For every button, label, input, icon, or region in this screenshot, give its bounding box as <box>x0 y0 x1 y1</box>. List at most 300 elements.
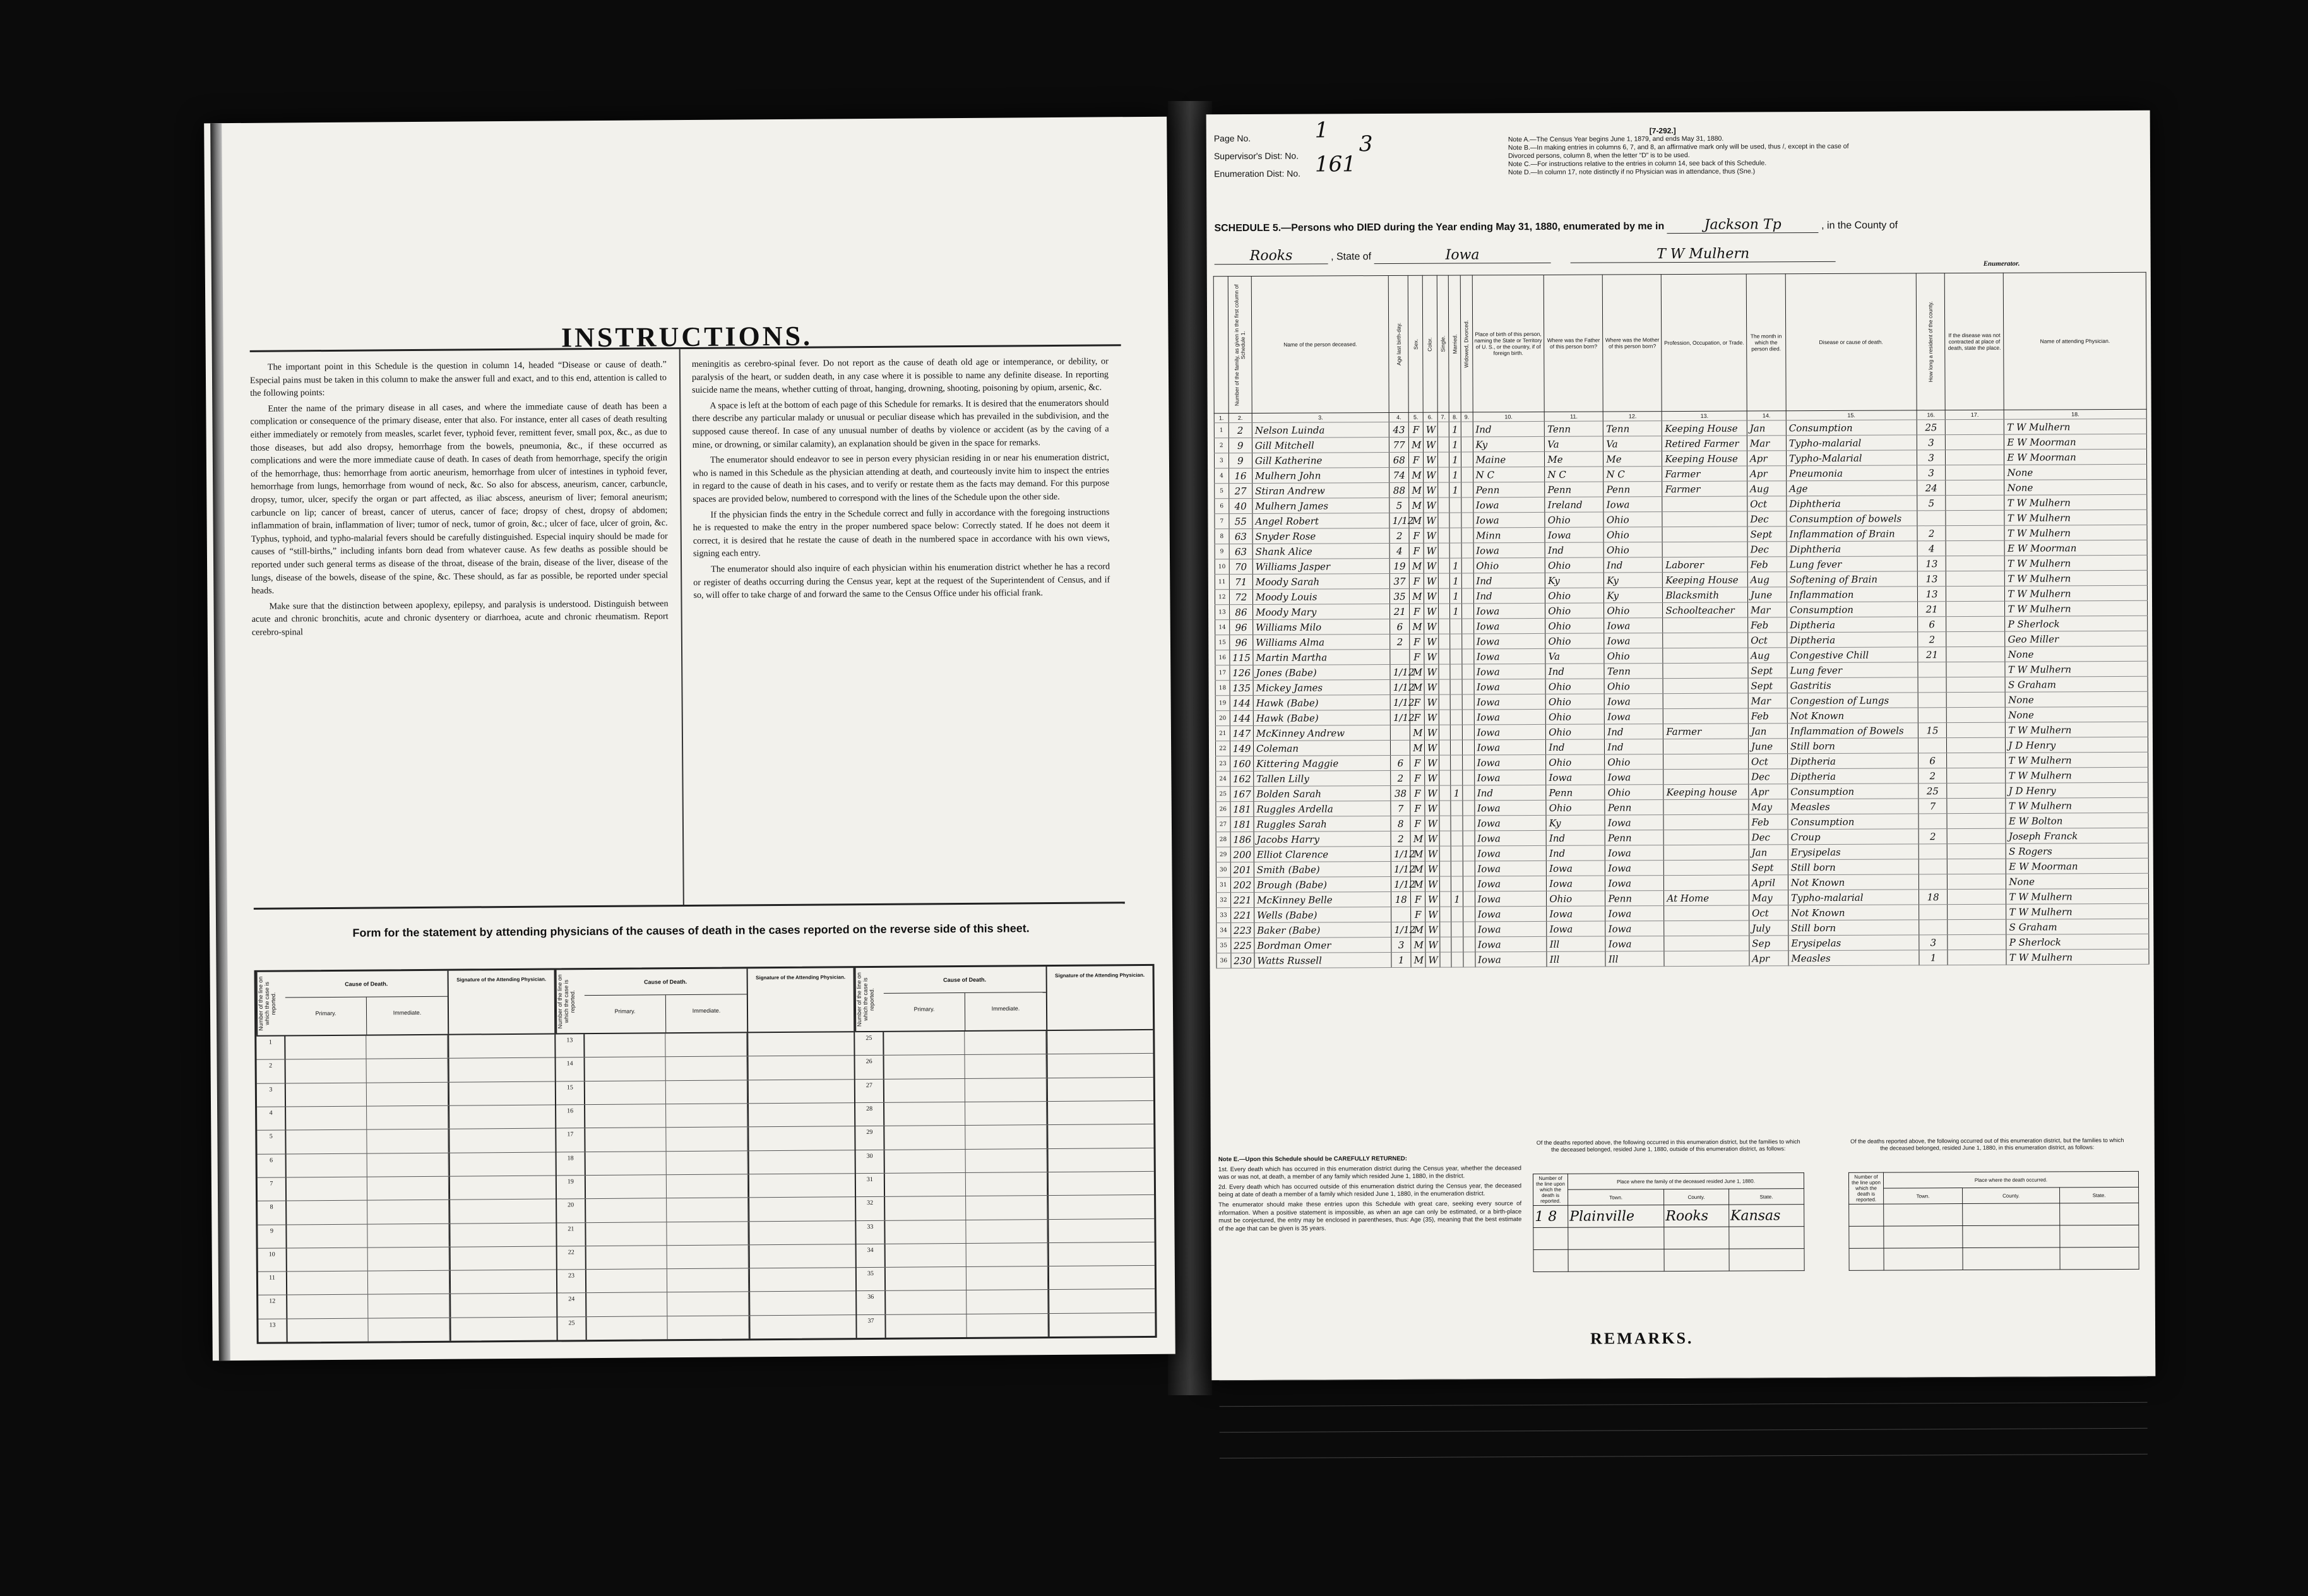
form-primary-cell[interactable] <box>586 1269 668 1292</box>
form-signature-cell[interactable] <box>1048 1101 1153 1124</box>
cell-place <box>1946 510 2004 525</box>
cell-occupation <box>1662 527 1747 542</box>
form-primary-cell[interactable] <box>885 1150 967 1173</box>
form-signature-cell[interactable] <box>451 1317 556 1340</box>
cell-mother: Ind <box>1604 557 1663 573</box>
form-primary-cell[interactable] <box>586 1293 668 1316</box>
form-signature-cell[interactable] <box>749 1080 854 1103</box>
form-primary-cell[interactable] <box>287 1177 368 1200</box>
form-signature-cell[interactable] <box>1049 1172 1154 1195</box>
header-notes <box>1508 134 1862 177</box>
cell-mother: Iowa <box>1605 936 1664 951</box>
form-signature-cell[interactable] <box>449 1035 554 1058</box>
cell-father: Ill <box>1547 936 1605 951</box>
form-primary-cell[interactable] <box>286 1107 367 1130</box>
cell-family: 9 <box>1228 438 1252 453</box>
cell-occupation <box>1663 739 1749 754</box>
note-d: Note D.—In column 17, note distinctly if no Physician was in attendance, thus (Sne.) <box>1508 167 1756 177</box>
cell-mother: Ind <box>1605 724 1663 739</box>
cell-sex: M <box>1409 497 1424 513</box>
county-value: Rooks <box>1215 247 1328 265</box>
form-primary-cell[interactable] <box>586 1246 668 1269</box>
cell-occupation: Farmer <box>1662 466 1747 482</box>
cell-color: W <box>1424 710 1439 725</box>
physician-form-row <box>857 1313 1155 1338</box>
form-signature-cell[interactable] <box>1048 1124 1153 1148</box>
form-signature-cell[interactable] <box>1049 1266 1155 1289</box>
form-immediate-cell[interactable] <box>367 1129 449 1153</box>
cell-place <box>1946 571 2005 586</box>
cell-place <box>1948 904 2006 919</box>
cell-physician: J D Henry <box>2006 737 2148 753</box>
physician-form-row <box>557 1150 855 1176</box>
form-immediate-cell[interactable] <box>667 1128 748 1151</box>
cell-years <box>1917 511 1946 526</box>
form-immediate-cell[interactable] <box>966 1172 1047 1196</box>
cell-father: Ohio <box>1546 800 1605 815</box>
cell-married <box>1451 710 1463 725</box>
form-signature-cell[interactable] <box>749 1126 854 1150</box>
cell-color: W <box>1424 694 1439 710</box>
form-cause-cells <box>286 1106 449 1130</box>
res-town-value: Plainville <box>1568 1205 1664 1228</box>
cell-month: Oct <box>1747 496 1787 511</box>
form-signature-cell[interactable] <box>1049 1242 1155 1266</box>
form-line-number: 7 <box>258 1177 287 1201</box>
cell-physician: T W Mulhern <box>2005 570 2148 586</box>
form-primary-cell[interactable] <box>885 1220 967 1243</box>
form-signature-cell[interactable] <box>449 1105 555 1128</box>
physician-form-row <box>258 1270 556 1296</box>
form-cause-cells <box>586 1268 750 1292</box>
cell-widowed <box>1461 543 1473 558</box>
cell-occupation <box>1664 845 1749 861</box>
physician-form-header <box>256 970 555 1037</box>
form-immediate-cell[interactable] <box>667 1245 749 1268</box>
cell-cause: Not Known <box>1787 708 1918 724</box>
cell-occupation: Blacksmith <box>1663 587 1748 603</box>
form-signature-cell[interactable] <box>750 1268 855 1291</box>
cell-mother: Ill <box>1605 951 1664 967</box>
form-line-number: 4 <box>257 1107 286 1130</box>
cell-family: 186 <box>1230 831 1254 847</box>
res-col-line: Number of the line upon which the death is reported. <box>1848 1172 1883 1204</box>
cell-years: 25 <box>1917 420 1946 435</box>
cell-family: 71 <box>1229 574 1252 589</box>
form-signature-cell[interactable] <box>1047 1054 1153 1077</box>
col-number: 2. <box>1228 413 1252 422</box>
form-primary-cell[interactable] <box>285 1036 367 1059</box>
form-cause-cells <box>885 1172 1049 1196</box>
cell-age <box>1391 725 1410 740</box>
supervisor-dist-label: Supervisor's Dist: No. <box>1213 150 1299 162</box>
form-signature-cell[interactable] <box>749 1221 855 1244</box>
cell-place <box>1946 677 2005 692</box>
form-cause-cells <box>586 1316 750 1340</box>
cell-physician: None <box>2005 646 2148 662</box>
form-primary-cell[interactable] <box>287 1248 369 1271</box>
form-signature-cell[interactable] <box>749 1174 855 1197</box>
res-col-town: Town. <box>1884 1188 1963 1205</box>
form-cause-cells <box>586 1222 749 1246</box>
form-immediate-cell[interactable] <box>967 1243 1048 1266</box>
form-immediate-cell[interactable] <box>967 1220 1048 1243</box>
form-primary-cell[interactable] <box>586 1316 668 1340</box>
residence-entry-row <box>1533 1205 1804 1228</box>
cell-color: W <box>1424 528 1438 543</box>
cell-sex: M <box>1410 740 1425 755</box>
cell-place <box>1946 662 2005 677</box>
form-immediate-cell[interactable] <box>967 1314 1049 1337</box>
form-cause-cells <box>287 1200 450 1224</box>
cell-family: 115 <box>1230 650 1253 665</box>
form-immediate-cell[interactable] <box>967 1266 1048 1290</box>
form-primary-cell[interactable] <box>286 1083 367 1106</box>
form-primary-cell[interactable] <box>286 1130 367 1153</box>
cell-month: Apr <box>1749 784 1788 799</box>
res-col-line: Number of the line upon which the death is reported. <box>1533 1174 1567 1205</box>
cell-family: 160 <box>1230 756 1253 771</box>
cell-occupation: Keeping House <box>1663 572 1748 588</box>
cell-family: 55 <box>1229 513 1252 528</box>
cell-widowed <box>1463 816 1475 831</box>
physician-form-row <box>258 1223 556 1249</box>
form-primary-cell[interactable] <box>586 1222 667 1246</box>
cell-physician: None <box>2004 479 2147 495</box>
form-signature-cell[interactable] <box>749 1197 855 1220</box>
cell-birth: Iowa <box>1473 542 1545 557</box>
cell-sex: F <box>1409 528 1424 543</box>
col-number: 12. <box>1603 412 1662 421</box>
form-primary-cell[interactable] <box>585 1081 667 1104</box>
form-immediate-cell[interactable] <box>666 1080 747 1104</box>
form-immediate-cell[interactable] <box>965 1054 1047 1078</box>
cell-married <box>1450 634 1462 649</box>
res-col-county: County. <box>1962 1188 2059 1204</box>
form-immediate-cell[interactable] <box>367 1106 449 1129</box>
cell-color: W <box>1424 588 1438 604</box>
cell-father: Ind <box>1546 830 1605 845</box>
form-cause-cells <box>586 1245 750 1269</box>
cell-name: Angel Robert <box>1252 513 1389 529</box>
cell-widowed <box>1463 770 1475 785</box>
cell-widowed <box>1463 922 1475 937</box>
table-row <box>1216 949 2149 968</box>
cell-place <box>1947 843 2006 859</box>
form-immediate-cell[interactable] <box>667 1174 748 1198</box>
form-signature-cell[interactable] <box>1049 1313 1155 1337</box>
form-primary-cell[interactable] <box>286 1059 367 1083</box>
physician-form-rows <box>556 1032 855 1340</box>
form-signature-cell[interactable] <box>450 1200 556 1223</box>
cell-family: 86 <box>1229 604 1252 619</box>
form-signature-cell[interactable] <box>748 1056 854 1080</box>
form-col-cause <box>285 971 449 1035</box>
cell-line: 28 <box>1216 832 1230 847</box>
cell-name: Ruggles Sarah <box>1254 816 1391 832</box>
form-col-number: Number of the line on which the case is reported. <box>855 968 884 1031</box>
cell-father: Me <box>1545 451 1603 467</box>
cell-sex: M <box>1410 846 1425 861</box>
form-immediate-cell[interactable] <box>668 1316 749 1339</box>
form-signature-cell[interactable] <box>451 1294 556 1317</box>
form-signature-cell[interactable] <box>1047 1030 1153 1054</box>
instructions-paragraph: A space is left at the bottom of each page of this Schedule for remarks. It is desired that the enumerators should there describe any particular malady or unusual or peculiar disease which has prevailed in the subdivision, and the supposed cause thereof. In case of any unusual number of deaths by violence or accident (as by the caving of a mine, or drowning, or similar calamity), an explanation should be given in the space for remarks. <box>692 398 1109 450</box>
cell-place <box>1948 919 2006 934</box>
cell-occupation <box>1663 708 1749 724</box>
form-signature-cell[interactable] <box>450 1176 556 1199</box>
form-cause-cells <box>886 1314 1049 1338</box>
form-immediate-cell[interactable] <box>369 1294 450 1318</box>
cell-widowed <box>1462 694 1474 710</box>
cell-month: April <box>1749 875 1788 890</box>
form-signature-cell[interactable] <box>1049 1148 1154 1171</box>
cell-years <box>1919 920 1948 935</box>
cell-occupation: Retired Farmer <box>1662 436 1747 451</box>
cell-physician: T W Mulhern <box>2004 509 2147 525</box>
physician-form-row <box>855 1101 1153 1127</box>
col-number: 10. <box>1473 412 1545 421</box>
form-immediate-cell[interactable] <box>367 1035 448 1059</box>
cell-mother: Ky <box>1604 573 1663 588</box>
form-immediate-cell[interactable] <box>369 1318 450 1341</box>
form-signature-cell[interactable] <box>750 1315 855 1338</box>
form-line-number: 34 <box>857 1244 886 1268</box>
cell-married <box>1451 755 1463 770</box>
form-immediate-cell[interactable] <box>966 1125 1047 1148</box>
form-primary-cell[interactable] <box>886 1290 967 1314</box>
physician-form-row <box>857 1289 1155 1315</box>
form-signature-cell[interactable] <box>449 1081 555 1105</box>
form-immediate-cell[interactable] <box>666 1057 747 1080</box>
form-signature-cell[interactable] <box>449 1129 555 1152</box>
form-immediate-label: Immediate. <box>991 1005 1020 1012</box>
form-line-number: 36 <box>857 1291 886 1314</box>
form-immediate-cell[interactable] <box>966 1149 1047 1172</box>
physician-form-row <box>556 1032 854 1058</box>
cell-occupation <box>1664 920 1749 936</box>
cell-physician: Geo Miller <box>2005 631 2148 646</box>
cell-family: 96 <box>1229 619 1252 634</box>
residence-subheader-row <box>1533 1189 1804 1206</box>
form-primary-cell[interactable] <box>287 1271 369 1295</box>
form-primary-cell[interactable] <box>287 1318 369 1342</box>
cell-color: W <box>1424 543 1438 558</box>
cell-mother: Iowa <box>1605 694 1663 709</box>
form-signature-cell[interactable] <box>450 1223 556 1246</box>
form-cause-label: Cause of Death. <box>884 967 1046 994</box>
cell-widowed <box>1461 452 1473 467</box>
cell-married <box>1451 725 1463 740</box>
cell-family: 221 <box>1230 892 1254 907</box>
form-signature-cell[interactable] <box>750 1292 855 1315</box>
form-signature-cell[interactable] <box>1049 1195 1154 1218</box>
cell-name: Tallen Lilly <box>1254 771 1391 787</box>
cell-age: 74 <box>1389 467 1409 482</box>
form-immediate-cell[interactable] <box>368 1224 449 1247</box>
cell-married: 1 <box>1449 467 1461 482</box>
form-primary-cell[interactable] <box>585 1128 667 1152</box>
form-cause-cells <box>886 1243 1049 1267</box>
form-signature-cell[interactable] <box>1049 1218 1154 1242</box>
form-signature-label: Signature of the Attending Physician. <box>756 974 846 981</box>
cell-single <box>1438 558 1450 573</box>
form-immediate-cell[interactable] <box>368 1247 449 1270</box>
form-primary-cell[interactable] <box>884 1079 966 1102</box>
schedule-title-line <box>1214 215 2142 235</box>
cell-occupation: Laborer <box>1663 557 1748 573</box>
form-signature-cell[interactable] <box>451 1270 556 1294</box>
cell-father: Ohio <box>1545 603 1604 618</box>
form-primary-cell[interactable] <box>287 1153 368 1177</box>
cell-married <box>1451 831 1463 846</box>
cell-family: 181 <box>1230 801 1254 816</box>
form-immediate-cell[interactable] <box>368 1200 449 1224</box>
cell-age: 1/12 <box>1390 694 1410 710</box>
col-number: 15. <box>1786 410 1917 420</box>
form-primary-cell[interactable] <box>885 1196 967 1220</box>
form-primary-cell[interactable] <box>585 1104 667 1128</box>
form-immediate-cell[interactable] <box>667 1222 749 1245</box>
form-signature-cell[interactable] <box>748 1032 854 1056</box>
form-primary-cell[interactable] <box>884 1126 966 1149</box>
form-primary-cell[interactable] <box>884 1102 966 1126</box>
form-immediate-cell[interactable] <box>965 1078 1047 1102</box>
form-line-number: 28 <box>855 1103 884 1126</box>
cell-line: 34 <box>1216 923 1231 938</box>
form-immediate-cell[interactable] <box>965 1031 1047 1054</box>
cell-month: Feb <box>1748 708 1787 724</box>
physician-statement-form <box>254 964 1157 1344</box>
cell-single <box>1439 770 1451 785</box>
form-primary-cell[interactable] <box>885 1173 967 1196</box>
form-signature-cell[interactable] <box>1048 1078 1153 1101</box>
form-primary-cell[interactable] <box>586 1152 667 1175</box>
form-immediate-cell[interactable] <box>367 1153 449 1176</box>
cell-years: 5 <box>1917 496 1946 511</box>
cell-widowed <box>1463 876 1475 891</box>
form-immediate-cell[interactable] <box>667 1104 748 1127</box>
physician-form-block <box>855 966 1155 1338</box>
form-immediate-cell[interactable] <box>967 1196 1048 1219</box>
form-line-number: 37 <box>857 1315 886 1338</box>
cell-place <box>1946 419 2004 434</box>
form-primary-cell[interactable] <box>884 1032 965 1055</box>
col-header-age: Age last birth-day. <box>1388 275 1408 412</box>
form-immediate-cell[interactable] <box>367 1059 448 1082</box>
table-body <box>1214 419 2149 968</box>
cell-place <box>1947 798 2006 813</box>
form-primary-cell[interactable] <box>886 1244 967 1267</box>
form-signature-cell[interactable] <box>749 1103 854 1126</box>
form-immediate-cell[interactable] <box>667 1151 748 1174</box>
form-primary-cell[interactable] <box>886 1267 967 1290</box>
form-immediate-cell[interactable] <box>367 1082 448 1105</box>
physician-form-block <box>256 970 558 1342</box>
cell-place <box>1946 631 2005 646</box>
form-immediate-cell[interactable] <box>667 1198 749 1222</box>
form-signature-cell[interactable] <box>750 1244 855 1268</box>
form-primary-cell[interactable] <box>287 1201 368 1224</box>
form-signature-cell[interactable] <box>451 1246 556 1270</box>
form-cause-cells <box>884 1125 1048 1149</box>
physician-form-row <box>257 1081 555 1107</box>
form-primary-cell[interactable] <box>884 1055 966 1078</box>
cell-age: 7 <box>1391 801 1410 816</box>
cell-married <box>1451 861 1463 876</box>
cell-place <box>1947 828 2006 843</box>
cell-physician: E W Bolton <box>2006 813 2148 828</box>
form-immediate-cell[interactable] <box>368 1271 449 1294</box>
form-immediate-label: Immediate. <box>393 1009 422 1016</box>
form-primary-cell[interactable] <box>287 1295 369 1318</box>
cell-birth: Iowa <box>1473 618 1545 633</box>
cell-father: Iowa <box>1547 861 1605 876</box>
cell-sex: F <box>1409 543 1424 558</box>
instructions-paragraph: If the physician finds the entry in the Schedule correct and fully in accordance with the foregoing instructions he is requested to make the entry in the proper numbered space below: Correctly stated. If he does not deem it correct, it is desired that he restate the cause of death in the numbered space in accordance with his own views, signing each entry. <box>693 506 1110 559</box>
cell-mother: Ohio <box>1605 785 1663 800</box>
form-signature-cell[interactable] <box>749 1150 855 1174</box>
cell-mother: Iowa <box>1605 815 1663 830</box>
form-primary-cell[interactable] <box>585 1033 666 1057</box>
form-signature-cell[interactable] <box>450 1152 556 1176</box>
cell-married <box>1451 846 1463 861</box>
cell-color: W <box>1424 573 1438 588</box>
cell-sex: F <box>1410 634 1424 649</box>
form-primary-cell[interactable] <box>586 1175 667 1198</box>
cell-color: W <box>1424 497 1438 513</box>
cell-place <box>1947 783 2006 798</box>
form-immediate-cell[interactable] <box>966 1102 1047 1125</box>
remark-line <box>1219 1377 2147 1407</box>
cell-single <box>1439 725 1451 740</box>
form-immediate-cell[interactable] <box>668 1292 749 1316</box>
cell-father: Iowa <box>1547 876 1605 891</box>
form-immediate-cell[interactable] <box>666 1033 747 1056</box>
form-immediate-cell[interactable] <box>967 1290 1049 1313</box>
form-primary-cell[interactable] <box>586 1198 667 1222</box>
cell-cause: Consumption of bowels <box>1787 511 1917 527</box>
cell-age: 2 <box>1389 528 1409 543</box>
cell-cause: Diphtheria <box>1787 496 1917 511</box>
form-immediate-cell[interactable] <box>667 1268 749 1292</box>
cell-single <box>1438 543 1450 558</box>
form-primary-cell[interactable] <box>287 1224 368 1248</box>
cell-married <box>1451 876 1463 891</box>
cell-occupation <box>1662 511 1747 527</box>
cell-father: Va <box>1545 436 1603 451</box>
cell-birth: Ind <box>1473 421 1545 436</box>
form-signature-cell[interactable] <box>1049 1289 1155 1313</box>
cell-married <box>1451 922 1463 937</box>
form-primary-cell[interactable] <box>886 1314 967 1338</box>
form-primary-cell[interactable] <box>585 1057 667 1081</box>
physician-form-row <box>557 1244 855 1270</box>
cell-cause: Lung fever <box>1787 662 1918 678</box>
cell-father: Ohio <box>1545 557 1603 573</box>
cell-sex: M <box>1411 861 1425 876</box>
physician-form-row <box>557 1292 855 1318</box>
form-signature-cell[interactable] <box>449 1058 554 1081</box>
form-immediate-cell[interactable] <box>367 1177 449 1200</box>
form-cause-subheaders <box>585 994 747 1033</box>
cell-single <box>1437 482 1449 497</box>
residence-header-row <box>1848 1171 2138 1188</box>
cell-line: 29 <box>1216 847 1230 862</box>
cell-single <box>1438 573 1450 588</box>
cell-month: June <box>1747 587 1787 602</box>
cell-occupation <box>1663 769 1749 785</box>
